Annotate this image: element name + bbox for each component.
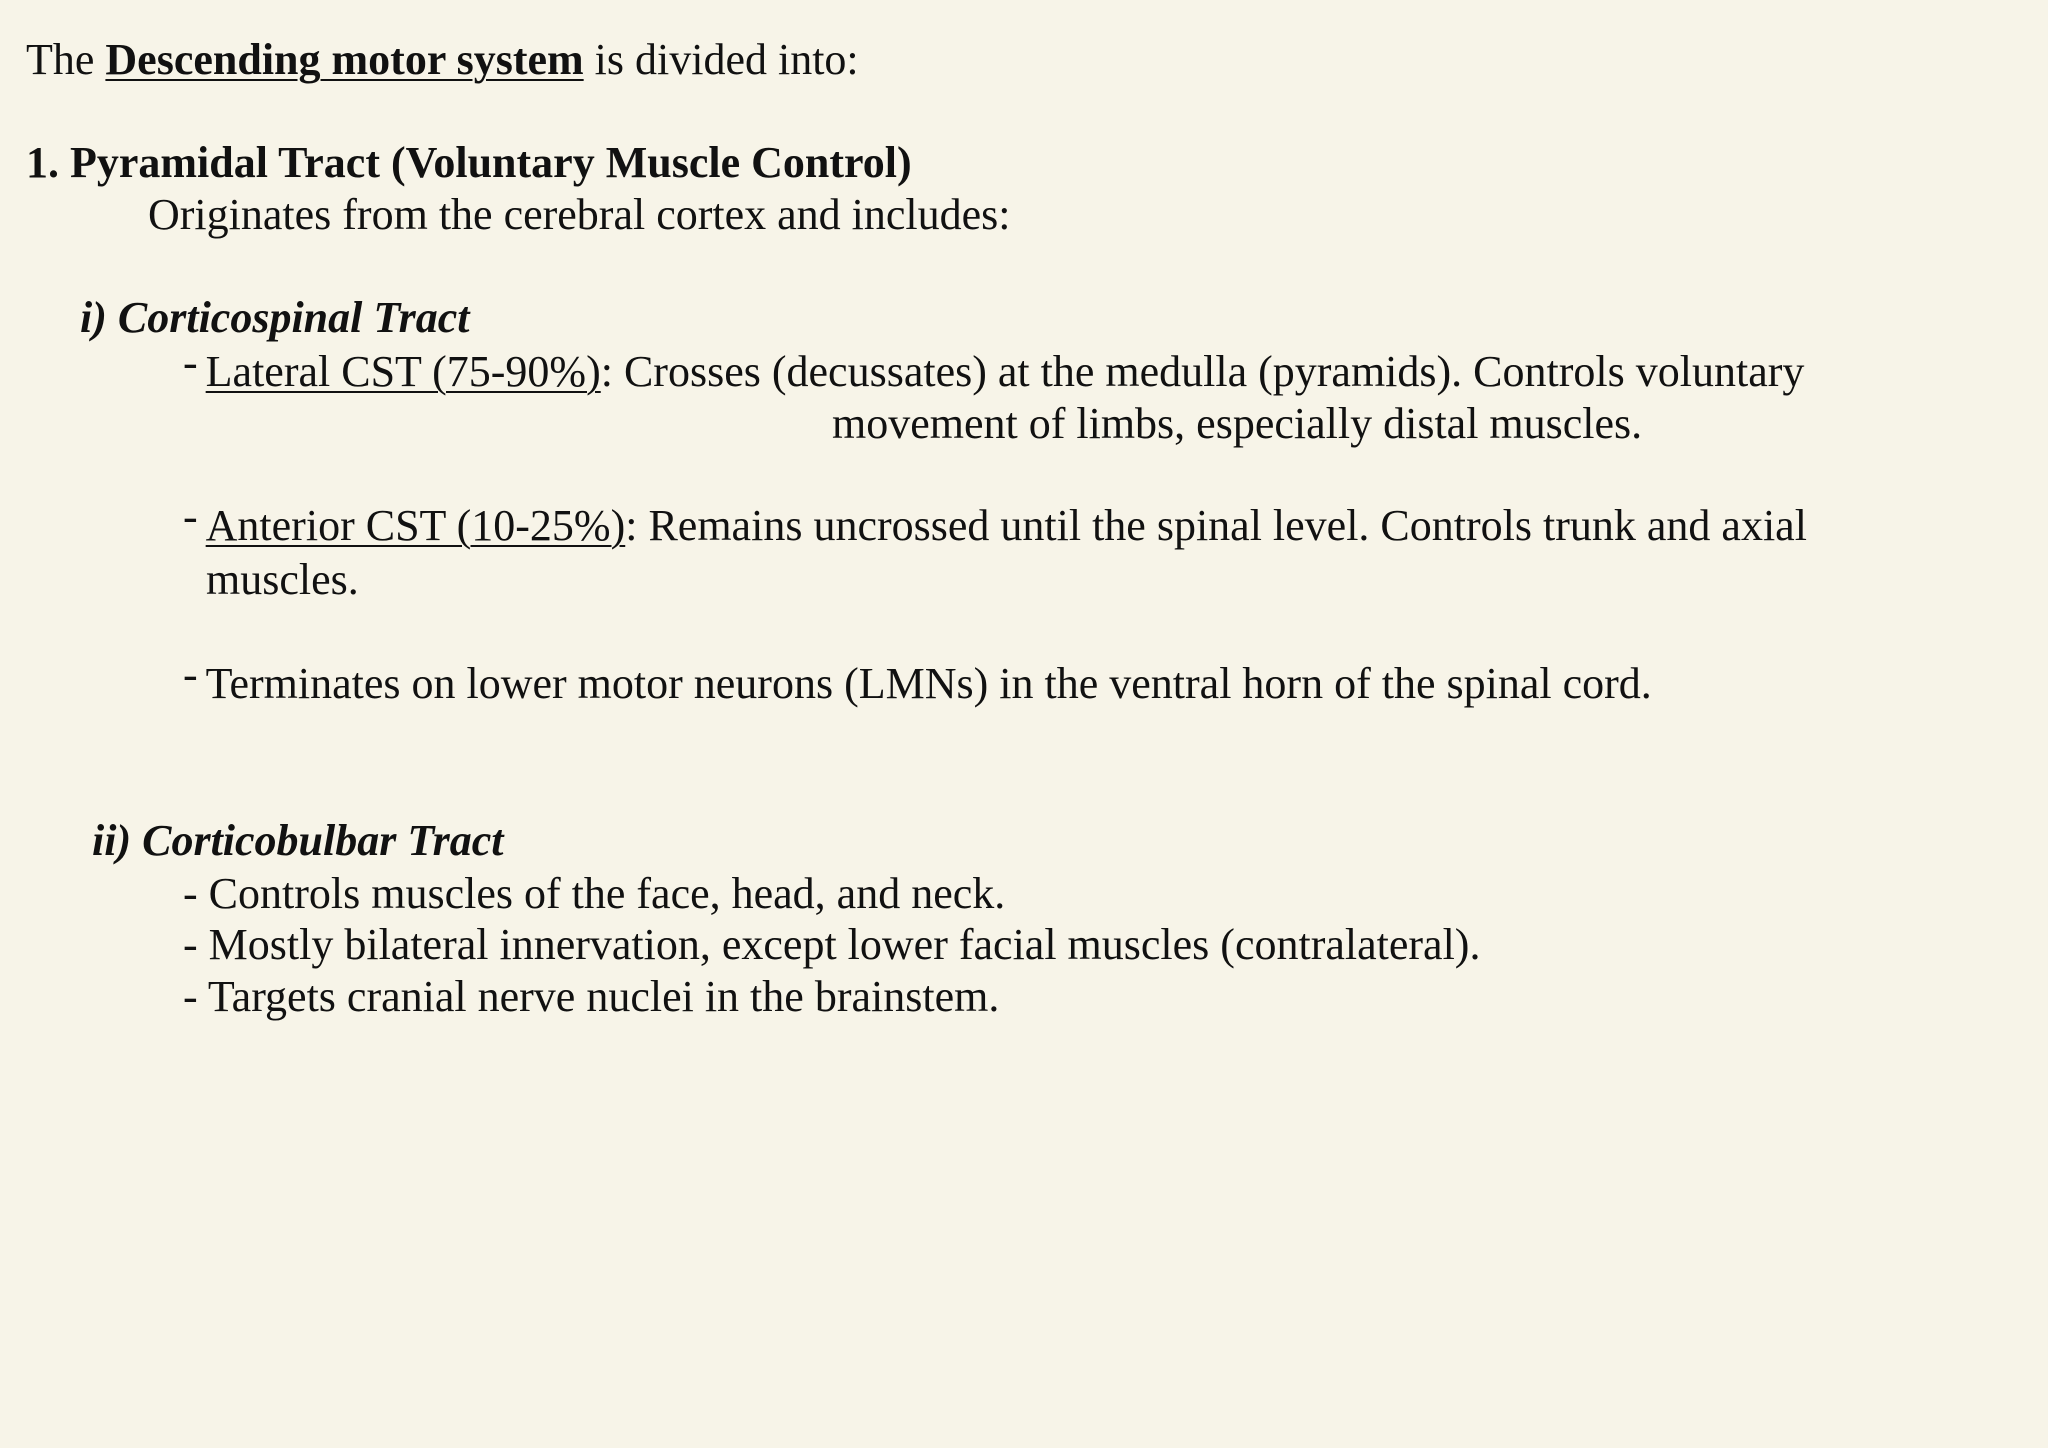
intro-term-descending: Descending: [105, 35, 321, 84]
lateral-cst-item: [183, 338, 1805, 398]
corticobulbar-item: - Controls muscles of the face, head, and neck.: [183, 869, 1006, 918]
lateral-cst-text: : Crosses (decussates) at the medulla (pyramids). Controls voluntary: [600, 347, 1805, 396]
anterior-cst-label: Anterior CST (10-25%): [205, 501, 626, 550]
section1-heading: 1. Pyramidal Tract (Voluntary Muscle Control): [26, 138, 912, 187]
terminates-text: Terminates on lower motor neurons (LMNs) in the ventral horn of the spinal cord.: [205, 659, 1652, 708]
corticobulbar-heading: ii) Corticobulbar Tract: [92, 816, 504, 865]
bullet-dash: -: [183, 338, 198, 387]
corticobulbar-item: - Targets cranial nerve nuclei in the brainstem.: [183, 972, 1000, 1021]
section1-subtitle: Originates from the cerebral cortex and includes:: [148, 190, 1011, 239]
anterior-cst-continuation: muscles.: [206, 555, 359, 604]
lateral-cst-continuation: movement of limbs, especially distal muscles.: [832, 399, 1643, 448]
bullet-dash: -: [183, 492, 198, 541]
lateral-cst-label: Lateral CST (75-90%): [205, 347, 601, 396]
corticobulbar-item: - Mostly bilateral innervation, except lower facial muscles (contralateral).: [183, 920, 1481, 969]
bullet-dash: -: [183, 650, 198, 699]
anterior-cst-item: [183, 492, 1807, 552]
terminates-item: [183, 650, 1652, 710]
intro-line: [26, 34, 859, 86]
intro-suffix: is divided into:: [594, 35, 859, 84]
intro-term-motor-system: motor system: [320, 35, 584, 84]
anterior-cst-text: : Remains uncrossed until the spinal level. Controls trunk and axial: [625, 501, 1807, 550]
corticospinal-heading: i) Corticospinal Tract: [80, 293, 470, 342]
intro-prefix: The: [26, 35, 95, 84]
